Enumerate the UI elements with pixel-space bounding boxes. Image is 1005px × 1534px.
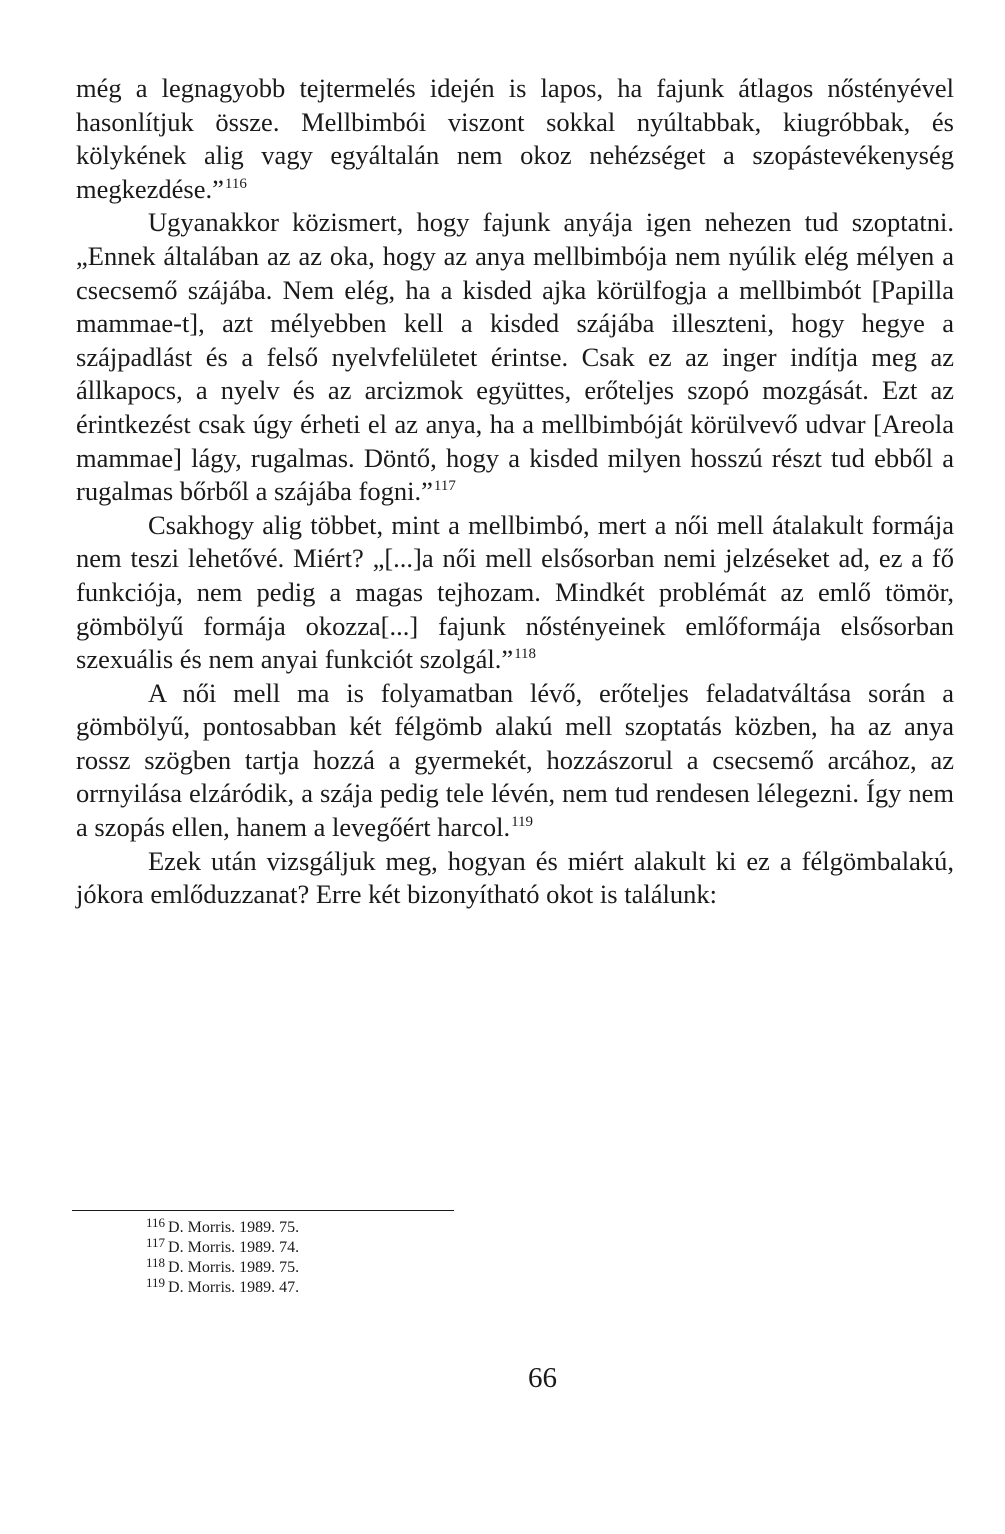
paragraph-text: A női mell ma is folyamatban lévő, erőteljes feladatváltása során a gömbölyű, pontosabban két félgömb alakú mell szoptatás közben, ha az anya rossz szögben tartja hozzá a gyermekét, hozzászorul a csecsemő arcához, az orrnyilása elzáródik, a szája pedig tele lévén, nem tud rendesen lélegezni. Így nem a szopás ellen, hanem a levegőért harcol. bbox=[76, 677, 954, 843]
page-body bbox=[76, 72, 954, 912]
footnote-118 bbox=[146, 1255, 300, 1278]
footnote-ref-119[interactable]: 119 bbox=[511, 814, 534, 831]
footnote-text: D. Morris. 1989. 74. bbox=[168, 1239, 300, 1256]
paragraph-2 bbox=[76, 206, 954, 508]
page-number: 66 bbox=[528, 1362, 557, 1394]
footnotes bbox=[146, 1215, 300, 1298]
paragraph-1 bbox=[76, 72, 954, 206]
footnote-number: 118 bbox=[146, 1255, 166, 1270]
paragraph-4 bbox=[76, 677, 954, 845]
footnote-119 bbox=[146, 1275, 300, 1298]
paragraph-text: Ezek után vizsgáljuk meg, hogyan és miért alakult ki ez a félgömbalakú, jókora emlőduzzanat? Erre két bizonyítható okot is találunk: bbox=[76, 845, 954, 910]
footnote-number: 116 bbox=[146, 1215, 166, 1230]
footnote-text: D. Morris. 1989. 75. bbox=[168, 1219, 300, 1236]
paragraph-3 bbox=[76, 509, 954, 677]
footnote-ref-118[interactable]: 118 bbox=[514, 646, 537, 663]
paragraph-5 bbox=[76, 845, 954, 912]
footnote-116 bbox=[146, 1215, 300, 1238]
footnote-text: D. Morris. 1989. 47. bbox=[168, 1279, 300, 1296]
paragraph-text: még a legnagyobb tejtermelés idején is lapos, ha fajunk átlagos nőstényével hasonlítjuk össze. Mellbimbói viszont sokkal nyúltabbak, kiugróbbak, és kölykének alig vagy egyáltalán nem okoz nehézséget a szopástevékenység megkezdése.” bbox=[76, 73, 954, 204]
footnote-number: 119 bbox=[146, 1275, 166, 1290]
paragraph-text: Ugyanakkor közismert, hogy fajunk anyája igen nehezen tud szoptatni. „Ennek általában az az oka, hogy az anya mellbimbója nem nyúlik elég mélyen a csecsemő szájába. Nem elég, ha a kisded ajka körülfogja a mellbimbót [Papilla mammae-t], azt mélyebben kell a kisded szájába illeszteni, hogy hegye a szájpadlást és a felső nyelvfelületet érintse. Csak ez az inger indítja meg az állkapocs, a nyelv és az arcizmok együttes, erőteljes szopó mozgását. Ezt az érintkezést csak úgy érheti el az anya, ha a mellbimbóját körülvevő udvar [Areola mammae] lágy, rugalmas. Döntő, hogy a kisded milyen hosszú részt tud ebből a rugalmas bőrből a szájába fogni.” bbox=[76, 207, 954, 507]
footnote-ref-117[interactable]: 117 bbox=[433, 478, 456, 495]
footnote-text: D. Morris. 1989. 75. bbox=[168, 1259, 300, 1276]
footnote-divider bbox=[72, 1210, 454, 1211]
paragraph-text: Csakhogy alig többet, mint a mellbimbó, mert a női mell átalakult formája nem teszi lehetővé. Miért? „[...]a női mell elsősorban nemi jelzéseket ad, ez a fő funkciója, nem pedig a magas tejhozam. Mindkét problémát az emlő tömör, gömbölyű formája okozza[...] fajunk nőstényeinek emlőformája elsősorban szexuális és nem anyai funkciót szolgál.” bbox=[76, 509, 954, 675]
footnote-ref-116[interactable]: 116 bbox=[224, 175, 247, 192]
footnote-117 bbox=[146, 1235, 300, 1258]
footnote-number: 117 bbox=[146, 1235, 166, 1250]
